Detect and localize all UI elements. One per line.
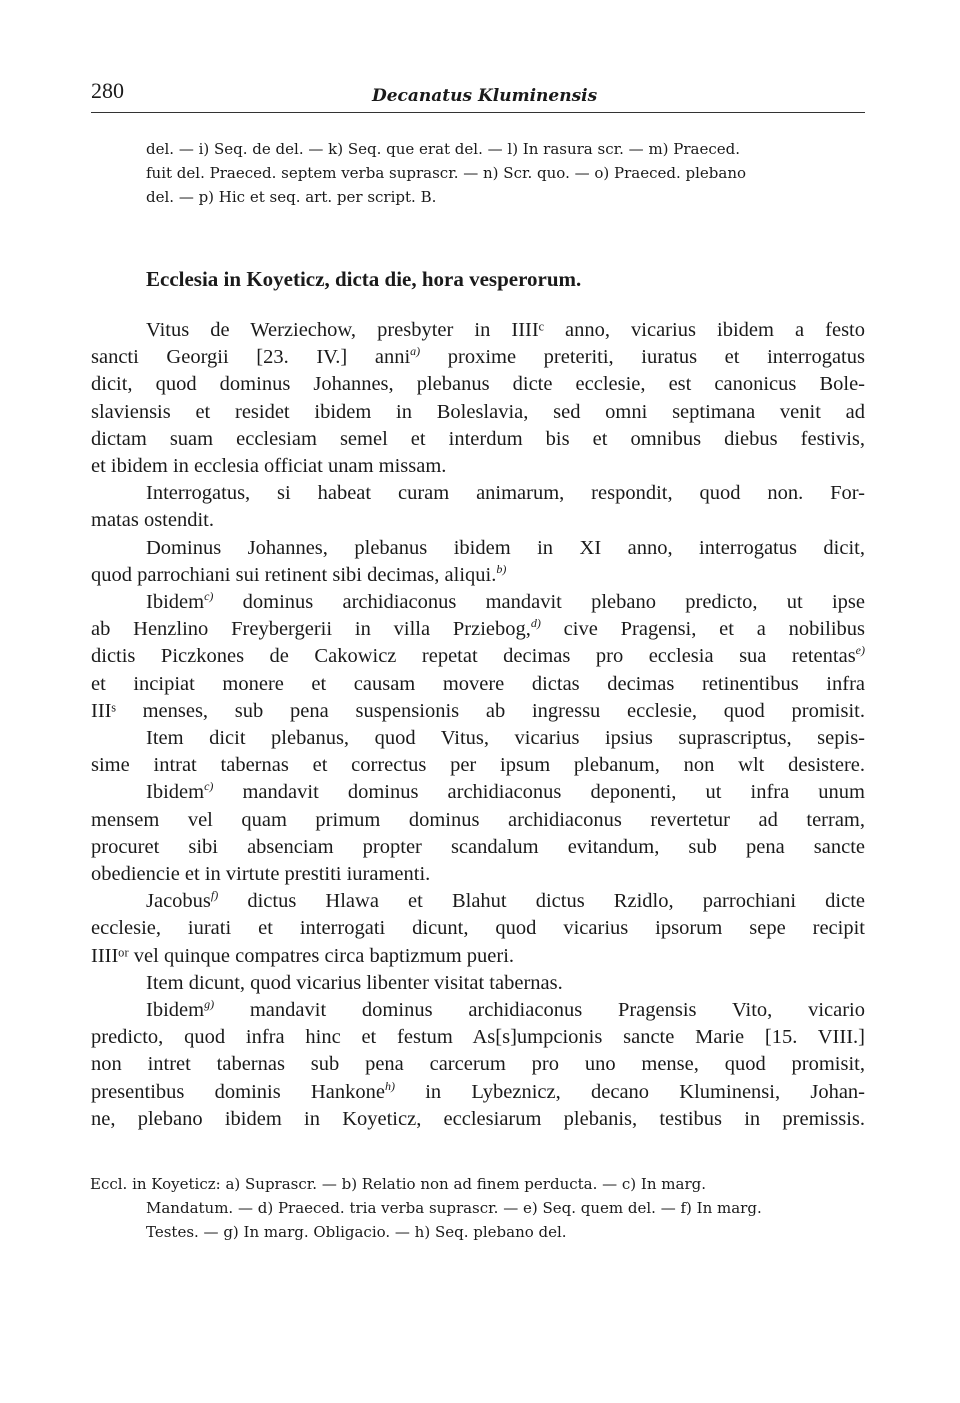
text-run: ne, plebano ibidem in Koyeticz, ecclesiarum plebanis, testibus in premissis. xyxy=(91,1107,865,1130)
footnote-line: Mandatum. — d) Praeced. tria verba suprascr. — e) Seq. quem del. — f) In marg. xyxy=(146,1199,762,1217)
footnote-marker: b) xyxy=(496,561,507,576)
text-line xyxy=(91,970,865,997)
text-line xyxy=(91,589,865,616)
text-run: dicit, quod dominus Johannes, plebanus dicte ecclesie, est canonicus Bole- xyxy=(91,373,865,396)
text-run: dictus Hlawa et Blahut dictus Rzidlo, parrochiani dicte xyxy=(218,890,865,913)
text-run: presentibus dominis Hankone xyxy=(91,1080,385,1103)
footnote-marker: g) xyxy=(204,997,215,1012)
bottom-footnotes xyxy=(90,1172,864,1244)
footnote-line: fuit del. Praeced. septem verba suprascr. — n) Scr. quo. — o) Praeced. plebano xyxy=(146,164,747,182)
text-line xyxy=(91,725,865,752)
text-run: proxime preteriti, iuratus et interrogatus xyxy=(420,346,865,369)
text-line xyxy=(91,1024,865,1051)
text-line xyxy=(91,453,865,480)
text-run: Item dicunt, quod vicarius libenter visitat tabernas. xyxy=(146,971,563,994)
text-line xyxy=(91,643,865,670)
text-run: Dominus Johannes, plebanus ibidem in XI anno, interrogatus dicit, xyxy=(146,536,865,559)
text-run: sime intrat tabernas et correctus per ipsum plebanum, non wlt desistere. xyxy=(91,754,865,777)
footnote-marker: e) xyxy=(855,643,865,658)
footnote-line: Testes. — g) In marg. Obligacio. — h) Seq. plebano del. xyxy=(146,1223,567,1241)
text-run: Ibidem xyxy=(146,999,205,1022)
text-run: et incipiat monere et causam movere dictas decimas retinentibus infra xyxy=(91,672,865,695)
text-run: IIIIᵒʳ vel quinque compatres circa baptizmum pueri. xyxy=(91,944,515,967)
footnote-marker: f) xyxy=(210,888,219,903)
text-line xyxy=(91,997,865,1024)
text-line xyxy=(91,399,865,426)
text-run: in Lybeznicz, decano Kluminensi, Johan- xyxy=(394,1080,865,1103)
text-run: dictam suam ecclesiam semel et interdum bis et omnibus diebus festivis, xyxy=(91,427,865,450)
text-line xyxy=(91,507,865,534)
footnote-marker: h) xyxy=(384,1078,395,1093)
text-run: non intret tabernas sub pena carcerum pro uno mense, quod promisit, xyxy=(91,1053,865,1076)
footnote-marker: d) xyxy=(530,616,541,631)
text-run: Item dicit plebanus, quod Vitus, vicarius ipsius suprascriptus, sepis- xyxy=(146,727,865,750)
text-run: Ibidem xyxy=(146,591,205,614)
text-run: Vitus de Werziechow, presbyter in IIIIᶜ anno, vicarius ibidem a festo xyxy=(146,319,865,341)
footnote-line: del. — i) Seq. de del. — k) Seq. que erat del. — l) In rasura scr. — m) Praeced. xyxy=(146,140,741,158)
text-run: mandavit dominus archidiaconus deponenti, ut infra unum xyxy=(213,781,865,804)
text-line xyxy=(91,1079,865,1106)
text-run: obediencie et in virtute prestiti iuramenti. xyxy=(91,863,431,886)
text-run: Ibidem xyxy=(146,781,205,804)
text-line xyxy=(91,426,865,453)
text-run: Jacobus xyxy=(146,890,211,913)
text-line xyxy=(91,888,865,915)
text-run: dictis Piczkones de Cakowicz repetat decimas pro ecclesia sua retentas xyxy=(91,645,856,668)
text-run: IIIˢ menses, sub pena suspensionis ab ingressu ecclesie, quod promisit. xyxy=(91,699,865,722)
footnote-marker: a) xyxy=(410,344,421,359)
text-run: ab Henzlino Freybergerii in villa Prziebog, xyxy=(91,618,531,641)
section-title: Ecclesia in Koyeticz, dicta die, hora vesperorum. xyxy=(146,267,582,291)
text-line xyxy=(91,344,865,371)
page-header xyxy=(91,78,865,113)
footnote-line: Eccl. in Koyeticz: a) Suprascr. — b) Relatio non ad finem perducta. — c) In marg. xyxy=(90,1175,706,1193)
text-line xyxy=(91,834,865,861)
text-line xyxy=(91,616,865,643)
text-run: slaviensis et residet ibidem in Boleslavia, sed omni septimana venit ad xyxy=(91,400,865,423)
text-run: mensem vel quam primum dominus archidiaconus revertetur ad terram, xyxy=(91,808,865,831)
page-number: 280 xyxy=(91,78,124,103)
text-line xyxy=(91,779,865,806)
text-run: mandavit dominus archidiaconus Pragensis Vito, vicario xyxy=(214,999,865,1022)
text-line xyxy=(91,371,865,398)
text-line xyxy=(91,915,865,942)
text-run: dominus archidiaconus mandavit plebano predicto, ut ipse xyxy=(213,591,865,614)
text-run: matas ostendit. xyxy=(91,509,214,532)
text-run: cive Pragensi, et a nobilibus xyxy=(540,618,865,641)
text-line xyxy=(91,861,865,888)
text-line xyxy=(91,317,865,344)
text-line xyxy=(91,671,865,698)
text-run: sancti Georgii [23. IV.] anni xyxy=(91,346,411,369)
text-run: ecclesie, iurati et interrogati dicunt, quod vicarius ipsorum sepe recipit xyxy=(91,917,865,940)
text-run: predicto, quod infra hinc et festum As[s]umpcionis sancte Marie [15. VIII.] xyxy=(91,1026,865,1049)
text-line xyxy=(91,698,865,725)
body-text xyxy=(91,317,865,1133)
text-line xyxy=(91,535,865,562)
text-line xyxy=(91,752,865,779)
text-line xyxy=(91,1051,865,1078)
footnote-line: del. — p) Hic et seq. art. per script. B. xyxy=(146,188,437,206)
text-line xyxy=(91,562,865,589)
footnote-marker: c) xyxy=(204,589,214,604)
text-run: procuret sibi absenciam propter scandalum evitandum, sub pena sancte xyxy=(91,835,865,858)
running-title: Decanatus Kluminensis xyxy=(372,86,598,106)
top-footnotes xyxy=(146,137,864,209)
footnote-marker: c) xyxy=(204,779,214,794)
text-line xyxy=(91,480,865,507)
text-run: quod parrochiani sui retinent sibi decimas, aliqui. xyxy=(91,563,497,586)
text-line xyxy=(91,807,865,834)
text-line xyxy=(91,943,865,970)
text-run: et ibidem in ecclesia officiat unam missam. xyxy=(91,455,447,478)
text-run: Interrogatus, si habeat curam animarum, respondit, quod non. For- xyxy=(146,482,865,505)
text-line xyxy=(91,1106,865,1133)
